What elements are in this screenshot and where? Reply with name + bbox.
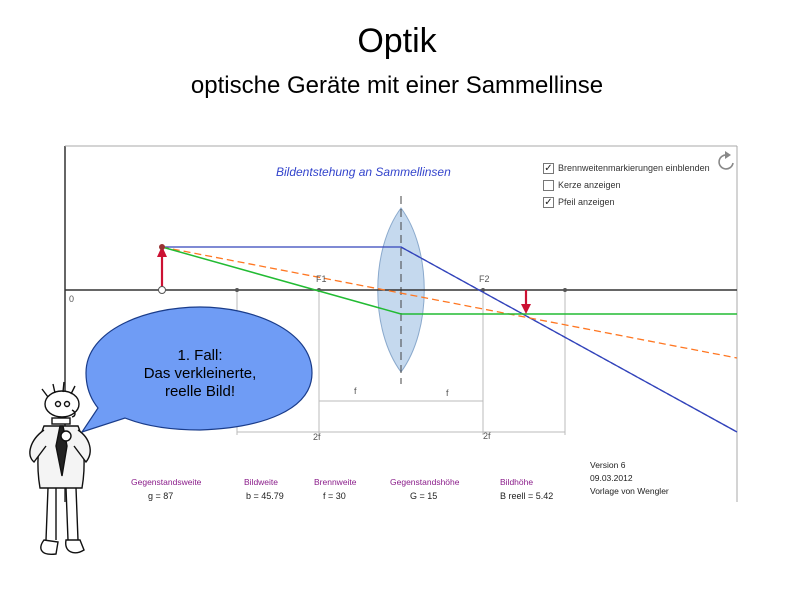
param-focal-length-label: Brennweite [314,477,357,487]
param-image-height-value: B reell = 5.42 [500,491,554,501]
param-image-distance-value: b = 45.79 [246,491,284,501]
speech-line-2: Das verkleinerte, [143,365,257,382]
param-focal-length-value[interactable]: f = 30 [323,491,346,501]
checkbox-arrow[interactable]: ✓ [544,197,553,208]
param-object-distance-value[interactable]: g = 87 [148,491,174,501]
2f-right-label: 2f [483,431,491,441]
speech-bubble-text [110,347,290,401]
slide-title: Optik [357,22,437,60]
param-object-height-label: Gegenstandshöhe [390,477,460,487]
point-2f-right [563,288,567,292]
checkbox-candle-label: Kerze anzeigen [558,180,621,190]
object-base-handle[interactable] [159,287,166,294]
param-object-height-value[interactable]: G = 15 [410,491,438,501]
checkbox-focal-markers-label: Brennweitenmarkierungen einblenden [558,163,710,173]
checkbox-candle[interactable] [543,180,554,191]
version-text: Version 6 [590,460,626,470]
param-image-distance-label: Bildweite [244,477,279,487]
checkbox-focal-markers[interactable]: ✓ [544,163,553,174]
f-left-label: f [354,386,357,396]
author-text: Vorlage von Wengler [590,486,669,496]
applet-title: Bildentstehung an Sammellinsen [276,165,451,179]
axis-origin-label: 0 [69,294,75,304]
checkbox-arrow-label: Pfeil anzeigen [558,197,615,207]
point-2f-left [235,288,239,292]
param-object-distance-label: Gegenstandsweite [131,477,202,487]
f-right-label: f [446,388,449,398]
focal-point-f2-label: F2 [479,274,490,284]
speech-line-3: reelle Bild! [164,383,236,400]
object-tip-handle[interactable] [159,244,165,250]
focal-point-f1-label: F1 [316,274,327,284]
slide-subtitle: optische Geräte mit einer Sammellinse [190,72,604,99]
speech-line-1: 1. Fall: [177,347,223,364]
date-text: 09.03.2012 [590,473,633,483]
param-image-height-label: Bildhöhe [500,477,534,487]
2f-left-label: 2f [313,432,321,442]
